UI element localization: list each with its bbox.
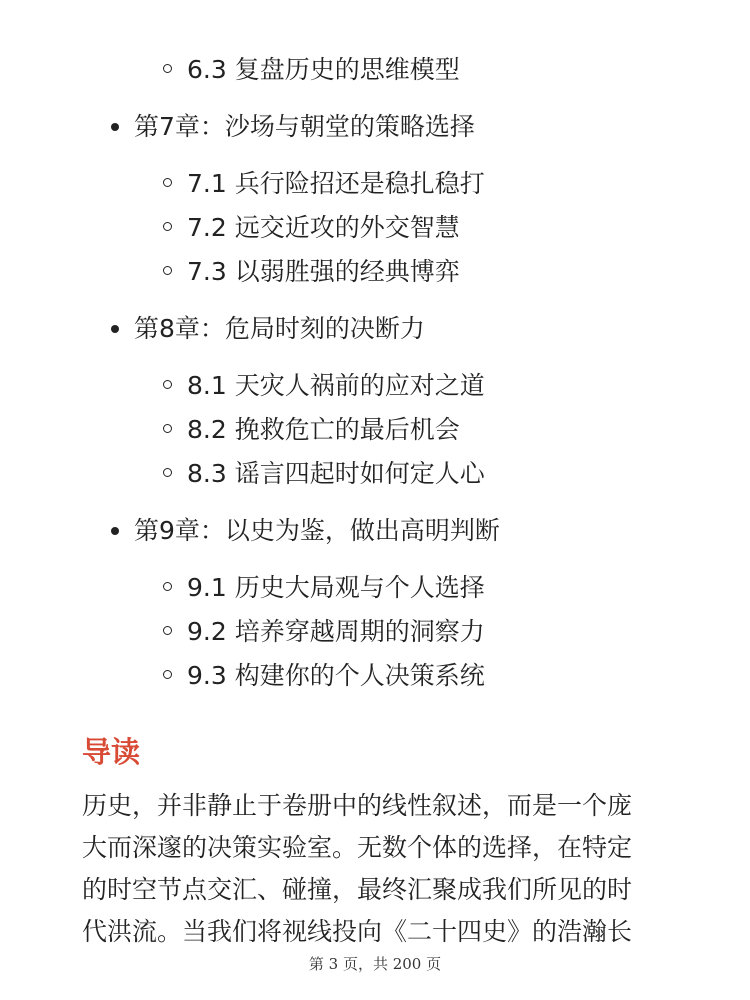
circle-bullet-icon [163, 380, 172, 389]
paragraph-line: 大而深邃的决策实验室。无数个体的选择，在特定 [82, 833, 633, 862]
paragraph-line: 的时空节点交汇、碰撞，最终汇聚成我们所见的时 [82, 875, 633, 904]
toc-subsection-label: 7.1 兵行险招还是稳扎稳打 [187, 169, 485, 198]
circle-bullet-icon [163, 178, 172, 187]
toc-subsection-label: 9.3 构建你的个人决策系统 [187, 661, 485, 690]
disc-bullet-icon [111, 527, 119, 535]
disc-bullet-icon [111, 325, 119, 333]
toc-chapter-label: 第7章：沙场与朝堂的策略选择 [134, 112, 475, 141]
toc-subsection-label: 7.2 远交近攻的外交智慧 [187, 213, 460, 242]
circle-bullet-icon [163, 582, 172, 591]
disc-bullet-icon [111, 123, 119, 131]
toc-subsection-label: 9.2 培养穿越周期的洞察力 [187, 617, 485, 646]
circle-bullet-icon [163, 424, 172, 433]
toc-subsection-label: 9.1 历史大局观与个人选择 [187, 573, 485, 602]
toc-subsection-label: 8.1 天灾人祸前的应对之道 [187, 371, 485, 400]
toc-subsection-label: 8.2 挽救危亡的最后机会 [187, 415, 460, 444]
paragraph-line: 代洪流。当我们将视线投向《二十四史》的浩瀚长 [82, 917, 633, 946]
paragraph-line: 历史，并非静止于卷册中的线性叙述，而是一个庞 [82, 791, 633, 820]
circle-bullet-icon [163, 626, 172, 635]
circle-bullet-icon [163, 222, 172, 231]
circle-bullet-icon [163, 670, 172, 679]
toc-subsection-label: 8.3 谣言四起时如何定人心 [187, 459, 485, 488]
circle-bullet-icon [163, 64, 172, 73]
section-heading: 导读 [82, 735, 141, 769]
circle-bullet-icon [163, 266, 172, 275]
page-number-footer: 第 3 页，共 200 页 [308, 955, 442, 973]
toc-subsection-label: 6.3 复盘历史的思维模型 [187, 55, 460, 84]
circle-bullet-icon [163, 468, 172, 477]
toc-chapter-label: 第9章：以史为鉴，做出高明判断 [134, 516, 500, 545]
toc-chapter-label: 第8章：危局时刻的决断力 [134, 314, 425, 343]
toc-subsection-label: 7.3 以弱胜强的经典博弈 [187, 257, 460, 286]
